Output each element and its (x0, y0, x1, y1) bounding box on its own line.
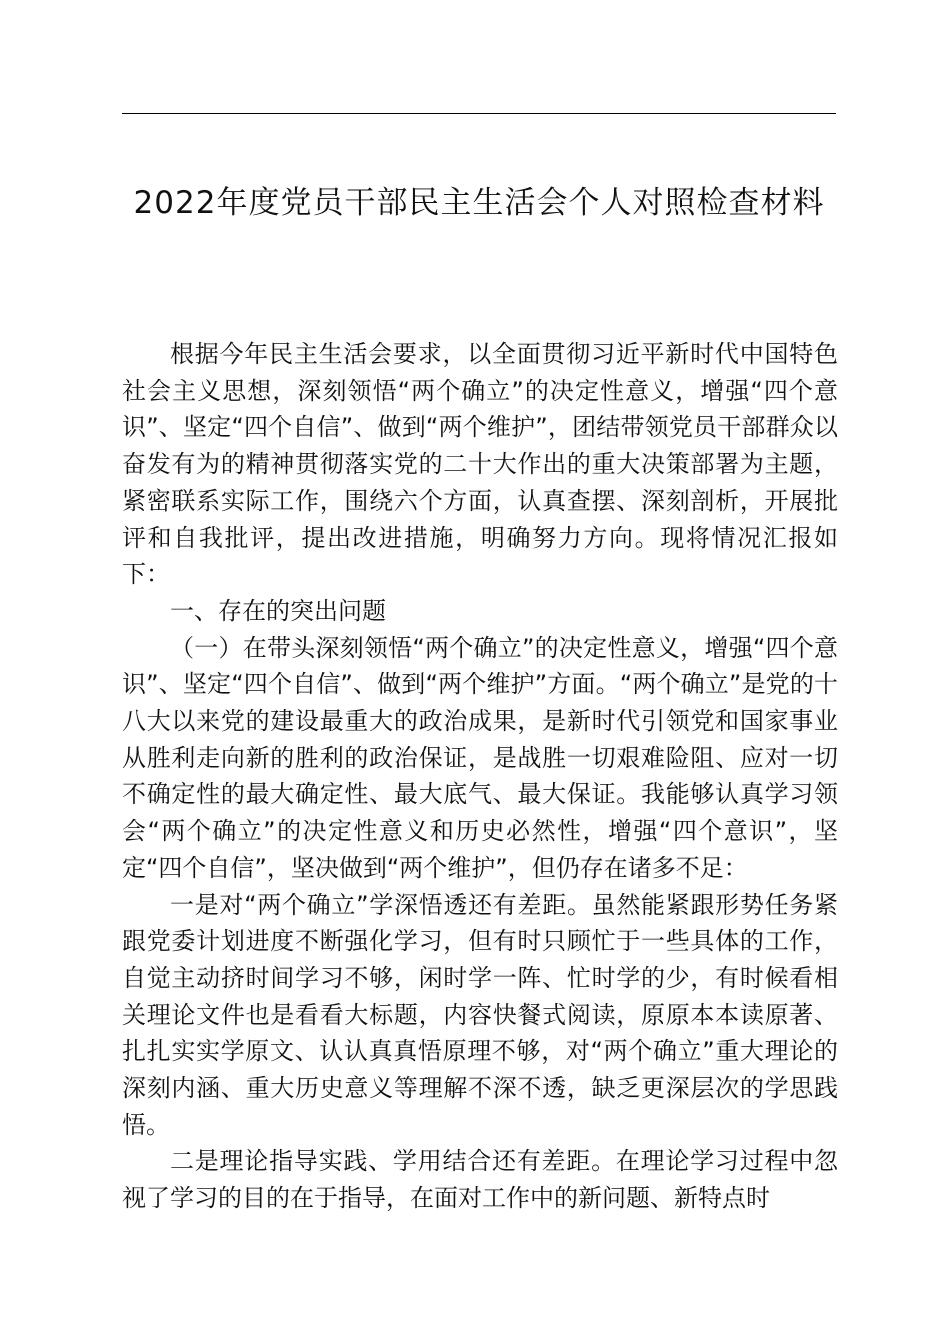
header-rule (122, 113, 836, 114)
document-title: 2022年度党员干部民主生活会个人对照检查材料 (133, 185, 825, 221)
subsection-paragraph: （一）在带头深刻领悟“两个确立”的决定性意义，增强“四个意识”、坚定“四个自信”、做到“两个维护”方面。“两个确立”是党的十八大以来党的建设最重大的政治成果，是新时代引领党和国家事业从胜利走向新的胜利的政治保证，是战胜一切艰难险阻、应对一切不确定性的最大确定性、最大底气、最大保证。我能够认真学习领会“两个确立”的决定性意义和历史必然性，增强“四个意识”，坚定“四个自信”，坚决做到“两个维护”，但仍存在诸多不足： (122, 633, 838, 882)
point-two-paragraph: 二是理论指导实践、学用结合还有差距。在理论学习过程中忽视了学习的目的在于指导，在面对工作中的新问题、新特点时 (122, 1147, 838, 1213)
point-one-paragraph: 一是对“两个确立”学深悟透还有差距。虽然能紧跟形势任务紧跟党委计划进度不断强化学习，但有时只顾忙于一些具体的工作，自觉主动挤时间学习不够，闲时学一阵、忙时学的少，有时候看相关理论文件也是看看大标题，内容快餐式阅读，原原本本读原著、扎扎实实学原文、认认真真悟原理不够，对“两个确立”重大理论的深刻内涵、重大历史意义等理解不深不透，缺乏更深层次的学思践悟。 (122, 890, 838, 1139)
intro-paragraph: 根据今年民主生活会要求，以全面贯彻习近平新时代中国特色社会主义思想，深刻领悟“两个确立”的决定性意义，增强“四个意识”、坚定“四个自信”、做到“两个维护”，团结带领党员干部群众以奋发有为的精神贯彻落实党的二十大作出的重大决策部署为主题，紧密联系实际工作，围绕六个方面，认真查摆、深刻剖析，开展批评和自我批评，提出改进措施，明确努力方向。现将情况汇报如下： (122, 340, 838, 589)
section-heading: 一、存在的突出问题 (170, 596, 386, 625)
document-body (122, 336, 838, 1217)
